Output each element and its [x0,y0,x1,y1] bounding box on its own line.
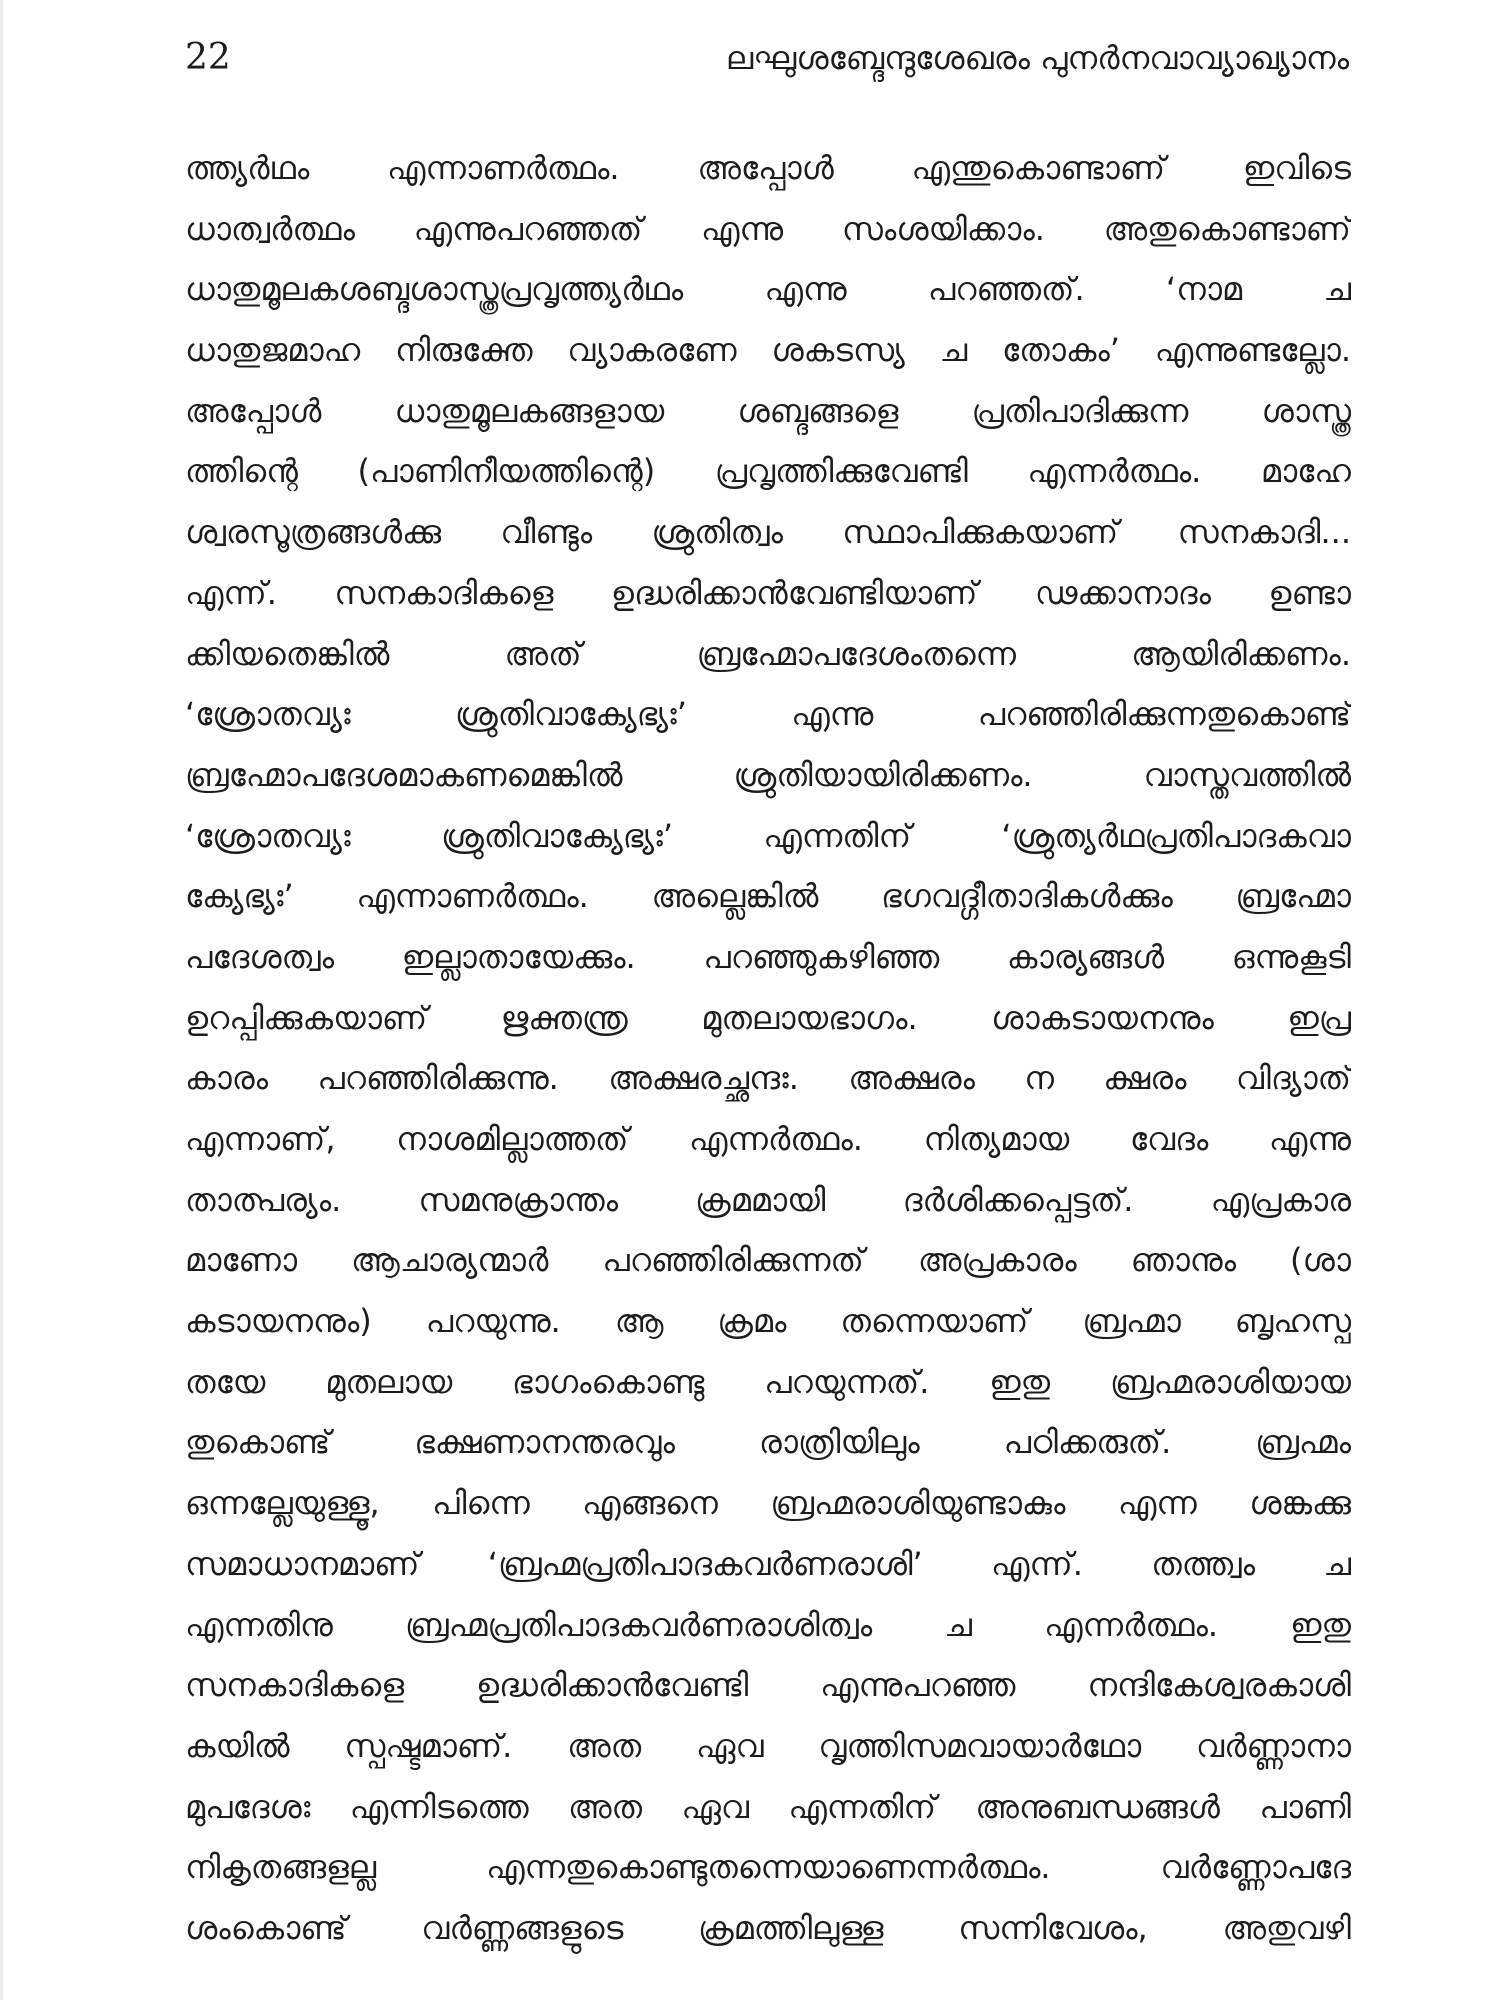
text-line: ശ്വരസൂത്രങ്ങൾക്കു വീണ്ടും ശ്രുതിത്വം സ്ഥാപിക്കുകയാണ് സനകാദി... [185,513,1351,552]
text-line: കാരം പറഞ്ഞിരിക്കുന്നു. അക്ഷരച്ഛന്ദഃ. അക്ഷരം ന ക്ഷരം വിദ്യാത് [185,1059,1351,1098]
text-line: ഉറപ്പിക്കുകയാണ് ഋക്തന്ത്ര മുതലായഭാഗം. ശാകടായനനും ഇപ്ര [185,998,1351,1037]
text-line: മുപദേശഃ എന്നിടത്തെ അത ഏവ എന്നതിന് അനുബന്ധങ്ങൾ പാണി [185,1787,1351,1826]
text-line: എന്ന്. സനകാദികളെ ഉദ്ധരിക്കാൻവേണ്ടിയാണ് ഢക്കാനാദം ഉണ്ടാ [185,573,1351,612]
text-line: ധാതുമൂലകശബ്ദശാസ്ത്രപ്രവൃത്ത്യർഥം എന്നു പറഞ്ഞത്. ‘നാമ ച [185,270,1351,309]
text-line: എന്നതിനു ബ്രഹ്മപ്രതിപാദകവർണരാശിത്വം ച എന്നർത്ഥം. ഇതു [185,1605,1351,1644]
text-line: സമാധാനമാണ് ‘ബ്രഹ്മപ്രതിപാദകവർണരാശി’ എന്ന്. തത്ത്വം ച [185,1544,1351,1583]
text-line: ‘ശ്രോതവ്യഃ ശ്രുതിവാക്യേഭ്യഃ’ എന്നു പറഞ്ഞിരിക്കുന്നതുകൊണ്ട് [185,695,1351,734]
text-line: താത്പര്യം. സമനുക്രാന്തം ക്രമമായി ദർശിക്കപ്പെട്ടത്. എപ്രകാര [185,1180,1351,1219]
text-line: സനകാദികളെ ഉദ്ധരിക്കാൻവേണ്ടി എന്നുപറഞ്ഞ നന്ദികേശ്വരകാശി [185,1666,1351,1705]
text-line: ബ്രഹ്മോപദേശമാകണമെങ്കിൽ ശ്രുതിയായിരിക്കണം. വാസ്തവത്തിൽ [185,755,1351,794]
text-line: മാണോ ആചാര്യന്മാർ പറഞ്ഞിരിക്കുന്നത് അപ്രകാരം ഞാനും (ശാ [185,1241,1351,1280]
text-line: ത്ത്യർഥം എന്നാണർത്ഥം. അപ്പോൾ എന്തുകൊണ്ടാണ് ഇവിടെ [185,149,1351,187]
text-line: പദേശത്വം ഇല്ലാതായേക്കും. പറഞ്ഞുകഴിഞ്ഞ കാര്യങ്ങൾ ഒന്നുകൂടി [185,937,1351,976]
text-line: ത്തിന്റെ (പാണിനീയത്തിന്റെ) പ്രവൃത്തിക്കുവേണ്ടി എന്നർത്ഥം. മാഹേ [185,452,1351,491]
text-line: കടായനനും) പറയുന്നു. ആ ക്രമം തന്നെയാണ് ബ്രഹ്മാ ബൃഹസ്പ [185,1302,1351,1341]
text-line: ധാത്വർത്ഥം എന്നുപറഞ്ഞത് എന്നു സംശയിക്കാം. അതുകൊണ്ടാണ് [185,209,1351,248]
text-line: ക്യേഭ്യഃ’ എന്നാണർത്ഥം. അല്ലെങ്കിൽ ഭഗവദ്ഗീതാദികൾക്കും ബ്രഹ്മോ [185,877,1351,916]
text-line: എന്നാണ്, നാശമില്ലാത്തത് എന്നർത്ഥം. നിത്യമായ വേദം എന്നു [185,1120,1351,1158]
text-line: ഒന്നല്ലേയുള്ളൂ, പിന്നെ എങ്ങനെ ബ്രഹ്മരാശിയുണ്ടാകും എന്ന ശങ്കക്കു [185,1484,1351,1523]
text-line: നികൃതങ്ങളല്ല എന്നതുകൊണ്ടുതന്നെയാണെന്നർത്ഥം. വർണ്ണോപദേ [185,1848,1351,1887]
page-number: 22 [185,37,231,78]
text-line: കയിൽ സ്പഷ്ടമാണ്. അത ഏവ വൃത്തിസമവായാർഥോ വർണ്ണാനാ [185,1726,1351,1765]
text-line: അപ്പോൾ ധാതുമൂലകങ്ങളായ ശബ്ദങ്ങളെ പ്രതിപാദിക്കുന്ന ശാസ്ത്ര [185,391,1351,430]
text-line: ‘ശ്രോതവ്യഃ ശ്രുതിവാക്യേഭ്യഃ’ എന്നതിന് ‘ശ്രുത്യർഥപ്രതിപാദകവാ [185,816,1351,855]
text-line: തയേ മുതലായ ഭാഗംകൊണ്ടു പറയുന്നത്. ഇതു ബ്രഹ്മരാശിയായ [185,1362,1351,1401]
text-line: ക്കിയതെങ്കിൽ അത് ബ്രഹ്മോപദേശംതന്നെ ആയിരിക്കണം. [185,634,1351,673]
body-text [185,138,1351,1959]
text-line: തുകൊണ്ട് ഭക്ഷണാനന്തരവും രാത്രിയിലും പഠിക്കരുത്. ബ്രഹ്മം [185,1423,1351,1462]
text-line: ശംകൊണ്ട് വർണ്ണങ്ങളുടെ ക്രമത്തിലുള്ള സന്നിവേശം, അതുവഴി [185,1908,1351,1947]
running-title: ലഘുശബ്ദേന്ദുശേഖരം പുനർനവാവ്യാഖ്യാനം [725,39,1349,77]
text-line: ധാതുജമാഹ നിരുക്തേ വ്യാകരണേ ശകടസ്യ ച തോകം’ എന്നുണ്ടല്ലോ. [185,331,1351,370]
